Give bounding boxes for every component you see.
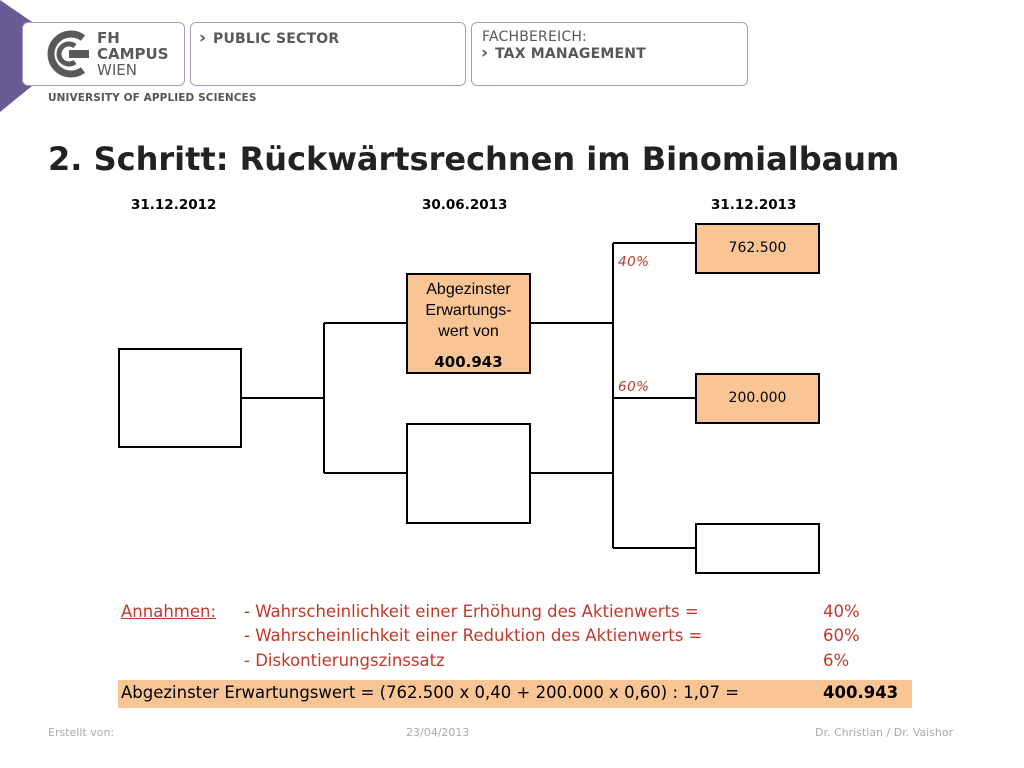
leaf-mid-node bbox=[695, 373, 820, 424]
public-sector-label: PUBLIC SECTOR bbox=[213, 31, 340, 47]
date-label-3: 31.12.2013 bbox=[711, 197, 797, 213]
leaf-up-node bbox=[695, 223, 820, 274]
assumption-row2-value: 60% bbox=[823, 626, 860, 645]
slide-title: 2. Schritt: Rückwärtsrechnen im Binomialbaum bbox=[48, 140, 900, 178]
formula-bar bbox=[118, 680, 912, 708]
logo-text-campus: CAMPUS bbox=[97, 45, 169, 63]
assumption-row3-value: 6% bbox=[823, 651, 850, 670]
assumption-row1-text: - Wahrscheinlichkeit einer Erhöhung des Aktienwerts = bbox=[244, 602, 699, 621]
chevron-right-icon: › bbox=[481, 43, 489, 63]
logo-text-wien: WIEN bbox=[97, 61, 137, 79]
fachbereich-label: FACHBEREICH: bbox=[482, 29, 587, 45]
root-node bbox=[118, 348, 242, 448]
up-probability: 40% bbox=[618, 254, 650, 270]
chevron-right-icon: › bbox=[199, 28, 207, 48]
leaf-up-value: 762.500 bbox=[728, 240, 787, 256]
leaf-mid-value: 200.000 bbox=[728, 390, 787, 406]
mid-up-node bbox=[406, 273, 531, 374]
assumptions-label: Annahmen: bbox=[121, 602, 217, 621]
mid-node-line2: Erwartungs- bbox=[425, 302, 512, 319]
formula-result: 400.943 bbox=[823, 683, 899, 702]
university-subtitle: UNIVERSITY OF APPLIED SCIENCES bbox=[48, 92, 257, 104]
mid-node-line3: wert von bbox=[438, 323, 499, 340]
formula-text: Abgezinster Erwartungswert = (762.500 x 0,40 + 200.000 x 0,60) : 1,07 = bbox=[121, 683, 740, 702]
mid-node-line1: Abgezinster bbox=[426, 281, 511, 298]
logo-text-fh: FH bbox=[97, 29, 120, 47]
leaf-down-node bbox=[695, 523, 820, 574]
tax-management-label: TAX MANAGEMENT bbox=[495, 46, 646, 62]
footer-authors: Dr. Christian / Dr. Vaishor bbox=[815, 726, 954, 739]
assumption-row3-text: - Diskontierungszinssatz bbox=[244, 651, 445, 670]
footer-date: 23/04/2013 bbox=[406, 726, 470, 739]
down-probability: 60% bbox=[618, 379, 650, 395]
mid-node-value: 400.943 bbox=[434, 353, 503, 371]
footer-author-label: Erstellt von: bbox=[48, 726, 115, 739]
date-label-1: 31.12.2012 bbox=[131, 197, 217, 213]
date-label-2: 30.06.2013 bbox=[422, 197, 508, 213]
mid-down-node bbox=[406, 423, 531, 524]
assumption-row2-text: - Wahrscheinlichkeit einer Reduktion des Aktienwerts = bbox=[244, 626, 703, 645]
assumption-row1-value: 40% bbox=[823, 602, 860, 621]
